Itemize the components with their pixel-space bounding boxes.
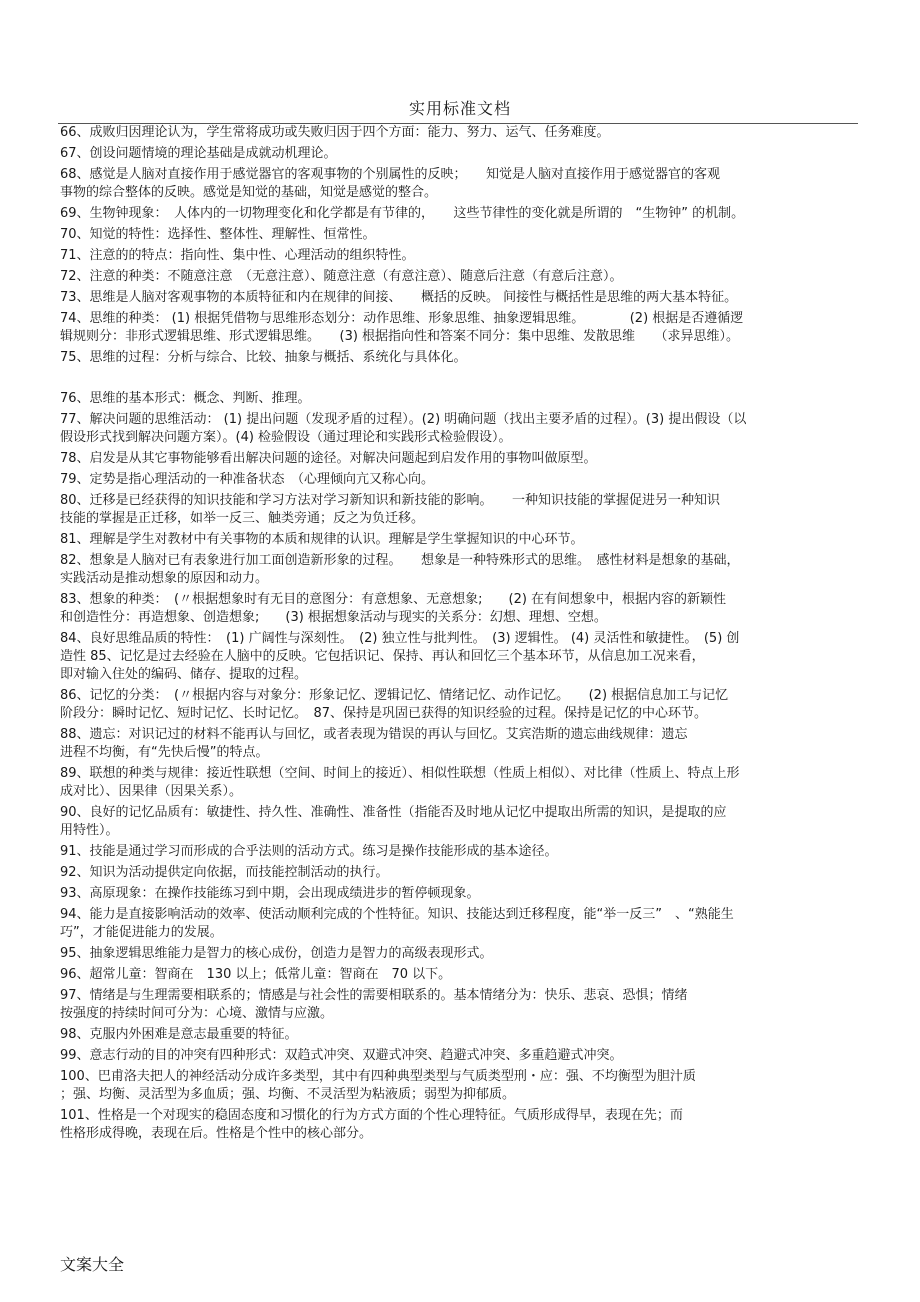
list-item bbox=[60, 765, 860, 801]
list-item bbox=[60, 310, 860, 346]
list-item bbox=[60, 226, 860, 244]
paragraph-line: 101、性格是一个对现实的稳固态度和习惯化的行为方式方面的个性心理特征。气质形成得早，表现在先；而 bbox=[60, 1108, 683, 1123]
list-item bbox=[60, 205, 860, 223]
paragraph-line: 78、启发是从其它事物能够看出解决问题的途径。对解决问题起到启发作用的事物叫做原型。 bbox=[60, 451, 597, 466]
page-footer-text: 文案大全 bbox=[60, 1255, 125, 1274]
page-header-title: 实用标准文档 bbox=[408, 99, 511, 118]
paragraph-line: 74、思维的种类： (1) 根据凭借物与思维形态划分：动作思维、形象思维、抽象逻辑思维。 (2) 根据是否遵循逻 bbox=[60, 311, 744, 326]
list-item bbox=[60, 289, 860, 307]
paragraph-line: 技能的掌握是正迁移，如举一反三、触类旁通；反之为负迁移。 bbox=[60, 511, 425, 526]
paragraph-line: 和创造性分：再造想象、创造想象; (3) 根据想象活动与现实的关系分：幻想、理想、空想。 bbox=[60, 610, 607, 625]
paragraph-line: 91、技能是通过学习而形成的合乎法则的活动方式。练习是操作技能形成的基本途径。 bbox=[60, 844, 558, 859]
paragraph-line: 75、思维的过程：分析与综合、比较、抽象与概括、系统化与具体化。 bbox=[60, 350, 467, 365]
paragraph-line: ；强、均衡、灵活型为多血质；强、均衡、不灵活型为粘液质；弱型为抑郁质。 bbox=[60, 1087, 516, 1102]
paragraph-line: 实践活动是推动想象的原因和动力。 bbox=[60, 571, 269, 586]
list-item bbox=[60, 843, 860, 861]
paragraph-line: 98、克服内外困难是意志最重要的特征。 bbox=[60, 1027, 298, 1042]
list-item bbox=[60, 268, 860, 286]
paragraph-line: 81、理解是学生对教材中有关事物的本质和规律的认识。理解是学生掌握知识的中心环节。 bbox=[60, 532, 584, 547]
paragraph-line: 进程不均衡，有“先快后慢”的特点。 bbox=[60, 745, 269, 760]
paragraph-line: 辑规则分：非形式逻辑思维、形式逻辑思维。 (3) 根据指向性和答案不同分：集中思维、发散思维 （求异思维）。 bbox=[60, 329, 740, 344]
paragraph-line: 阶段分：瞬时记忆、短时记忆、长时记忆。 87、保持是巩固已获得的知识经验的过程。保持是记忆的中心环节。 bbox=[60, 706, 708, 721]
paragraph-gap bbox=[60, 370, 860, 390]
list-item bbox=[60, 630, 860, 684]
list-item bbox=[60, 1047, 860, 1065]
paragraph-line: 86、记忆的分类： (〃根据内容与对象分：形象记忆、逻辑记忆、情绪记忆、动作记忆。 (2) 根据信息加工与记忆 bbox=[60, 688, 729, 703]
list-item bbox=[60, 531, 860, 549]
paragraph-line: 性格形成得晚，表现在后。性格是个性中的核心部分。 bbox=[60, 1126, 373, 1141]
paragraph-line: 99、意志行动的目的冲突有四种形式：双趋式冲突、双避式冲突、趋避式冲突、多重趋避式冲突。 bbox=[60, 1048, 623, 1063]
paragraph-line: 假设形式找到解决问题方案）。(4) 检验假设（通过理论和实践形式检验假设）。 bbox=[60, 430, 512, 445]
paragraph-line: 100、巴甫洛夫把人的神经活动分成许多类型，其中有四种典型类型与气质类型刑・应：强、不均衡型为胆汁质 bbox=[60, 1069, 696, 1084]
paragraph-line: 巧”，才能促进能力的发展。 bbox=[60, 925, 223, 940]
paragraph-line: 66、成败归因理论认为，学生常将成功或失败归因于四个方面：能力、努力、运气、任务难度。 bbox=[60, 125, 610, 140]
list-item bbox=[60, 987, 860, 1023]
paragraph-line: 90、良好的记忆品质有：敏捷性、持久性、准确性、准备性（指能否及时地从记忆中提取出所需的知识，是提取的应 bbox=[60, 805, 727, 820]
paragraph-line: 82、想象是人脑对已有表象进行加工面创造新形象的过程。 想象是一种特殊形式的思维。 感性材料是想象的基础， bbox=[60, 553, 740, 568]
paragraph-line: 70、知觉的特性：选择性、整体性、理解性、恒常性。 bbox=[60, 227, 376, 242]
paragraph-line: 77、解决问题的思维活动： (1) 提出问题（发现矛盾的过程）。(2) 明确问题（找出主要矛盾的过程）。(3) 提出假设（以 bbox=[60, 412, 747, 427]
paragraph-line: 72、注意的种类：不随意注意 （无意注意）、随意注意（有意注意）、随意后注意（有意后注意）。 bbox=[60, 269, 623, 284]
paragraph-line: 97、情绪是与生理需要相联系的；情感是与社会性的需要相联系的。基本情绪分为：快乐、悲哀、恐惧；情绪 bbox=[60, 988, 688, 1003]
paragraph-line: 83、想象的种类： (〃根据想象时有无目的意图分：有意想象、无意想象; (2) 在有间想象中，根据内容的新颖性 bbox=[60, 592, 727, 607]
list-item bbox=[60, 885, 860, 903]
list-item bbox=[60, 247, 860, 265]
paragraph-line: 67、创设问题情境的理论基础是成就动机理论。 bbox=[60, 146, 337, 161]
list-item bbox=[60, 687, 860, 723]
document-body bbox=[60, 124, 860, 1146]
list-item bbox=[60, 390, 860, 408]
list-item bbox=[60, 411, 860, 447]
list-item bbox=[60, 945, 860, 963]
paragraph-line: 76、思维的基本形式：概念、判断、推理。 bbox=[60, 391, 311, 406]
paragraph-line: 用特性）。 bbox=[60, 823, 119, 838]
paragraph-line: 93、高原现象：在操作技能练习到中期，会出现成绩进步的暂停顿现象。 bbox=[60, 886, 480, 901]
paragraph-line: 成对比）、因果律（因果关系）。 bbox=[60, 784, 243, 799]
list-item bbox=[60, 145, 860, 163]
paragraph-line: 事物的综合整体的反映。感觉是知觉的基础，知觉是感觉的整合。 bbox=[60, 185, 438, 200]
paragraph-line: 89、联想的种类与规律：接近性联想（空间、时间上的接近）、相似性联想（性质上相似）、对比律（性质上、特点上形 bbox=[60, 766, 740, 781]
paragraph-line: 造性 85、记忆是过去经验在人脑中的反映。它包括识记、保持、再认和回忆三个基本环节，从信息加工况来看， bbox=[60, 649, 705, 664]
list-item bbox=[60, 1026, 860, 1044]
paragraph-line: 即对输入住处的编码、储存、提取的过程。 bbox=[60, 667, 308, 682]
list-item bbox=[60, 864, 860, 882]
paragraph-line: 69、生物钟现象： 人体内的一切物理变化和化学都是有节律的， 这些节律性的变化就是所谓的 “生物钟” 的机制。 bbox=[60, 206, 745, 221]
paragraph-line: 94、能力是直接影响活动的效率、使活动顺利完成的个性特征。知识、技能达到迁移程度，能“举一反三” 、“熟能生 bbox=[60, 907, 734, 922]
list-item bbox=[60, 591, 860, 627]
list-item bbox=[60, 124, 860, 142]
paragraph-line: 71、注意的的特点：指向性、集中性、心理活动的组织特性。 bbox=[60, 248, 415, 263]
paragraph-line: 80、迁移是已经获得的知识技能和学习方法对学习新知识和新技能的影响。 一种知识技能的掌握促进另一种知识 bbox=[60, 493, 721, 508]
paragraph-line: 73、思维是人脑对客观事物的本质特征和内在规律的间接、 概括的反映。 间接性与概括性是思维的两大基本特征。 bbox=[60, 290, 738, 305]
list-item bbox=[60, 906, 860, 942]
list-item bbox=[60, 726, 860, 762]
list-item bbox=[60, 492, 860, 528]
paragraph-line: 88、遗忘：对识记过的材料不能再认与回忆，或者表现为错误的再认与回忆。艾宾浩斯的遗忘曲线规律：遗忘 bbox=[60, 727, 688, 742]
paragraph-line: 68、感觉是人脑对直接作用于感觉器官的客观事物的个别属性的反映； 知觉是人脑对直接作用于感觉器官的客观 bbox=[60, 167, 721, 182]
list-item bbox=[60, 966, 860, 984]
list-item bbox=[60, 1068, 860, 1104]
paragraph-line: 按强度的持续时间可分为：心境、激情与应激。 bbox=[60, 1006, 334, 1021]
paragraph-line: 92、知识为活动提供定向依据，而技能控制活动的执行。 bbox=[60, 865, 389, 880]
paragraph-line: 84、良好思维品质的特性： (1) 广阔性与深刻性。 (2) 独立性与批判性。 (3) 逻辑性。 (4) 灵活性和敏捷性。 (5) 创 bbox=[60, 631, 740, 646]
list-item bbox=[60, 1107, 860, 1143]
paragraph-line: 96、超常儿童：智商在 130 以上；低常儿童：智商在 70 以下。 bbox=[60, 967, 452, 982]
paragraph-line: 95、抽象逻辑思维能力是智力的核心成份，创造力是智力的高级表现形式。 bbox=[60, 946, 493, 961]
list-item bbox=[60, 349, 860, 367]
list-item bbox=[60, 552, 860, 588]
list-item bbox=[60, 450, 860, 468]
paragraph-line: 79、定势是指心理活动的一种准备状态 （心理倾向亢又称心向。 bbox=[60, 472, 435, 487]
list-item bbox=[60, 804, 860, 840]
list-item bbox=[60, 166, 860, 202]
list-item bbox=[60, 471, 860, 489]
